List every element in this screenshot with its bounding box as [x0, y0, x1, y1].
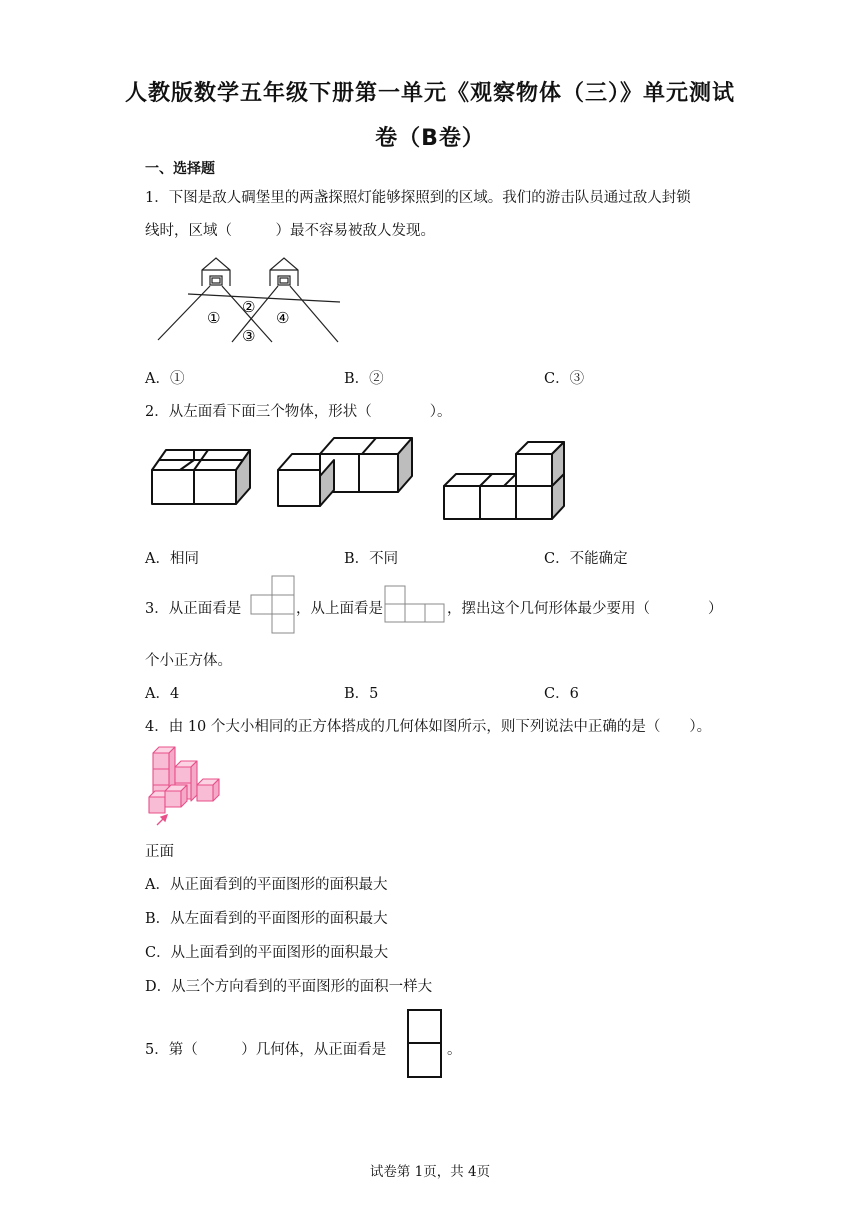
q1-region-3: ③: [242, 327, 256, 345]
q3-text-line2: 个小正方体。: [145, 653, 232, 669]
q3-option-b[interactable]: B．5: [344, 686, 379, 702]
q1-region-4: ④: [276, 309, 290, 327]
q1-option-c[interactable]: C．③: [544, 371, 585, 387]
q2-option-a[interactable]: A．相同: [145, 551, 199, 567]
q2-text: 2．从左面看下面三个物体，形状（ ）。: [145, 404, 452, 420]
q4-text: 4．由 10 个大小相同的正方体搭成的几何体如图所示，则下列说法中正确的是（ ）。: [145, 719, 712, 735]
section-heading: 一、选择题: [145, 161, 215, 177]
page-footer: 试卷第 1页，共 4页: [369, 1164, 491, 1180]
q1-option-b[interactable]: B．②: [344, 371, 384, 387]
q1-option-a[interactable]: A．①: [145, 371, 185, 387]
q1-region-2: ②: [242, 298, 256, 316]
q4-pink-cube-figure: [145, 745, 225, 829]
q3-text-part2: ，从上面看是: [296, 601, 383, 617]
exam-title-line2: 卷（B卷）: [375, 126, 485, 151]
q3-front-view-figure: [250, 575, 296, 635]
q3-text-part3: ，摆出这个几何形体最少要用（ ）: [447, 601, 723, 617]
q3-option-a[interactable]: A．4: [145, 686, 180, 702]
exam-title-line1: 人教版数学五年级下册第一单元《观察物体（三）》单元测试: [124, 81, 735, 106]
q2-cube-figures: [148, 438, 578, 526]
q3-option-c[interactable]: C．6: [544, 686, 579, 702]
q4-option-b[interactable]: B．从左面看到的平面图形的面积最大: [145, 911, 388, 927]
q2-option-b[interactable]: B．不同: [344, 551, 399, 567]
q3-top-view-figure: [384, 585, 446, 625]
q2-option-c[interactable]: C．不能确定: [544, 551, 628, 567]
q1-text-line2: 线时，区域（ ）最不容易被敌人发现。: [145, 223, 435, 239]
q1-region-1: ①: [207, 309, 221, 327]
q1-text-line1: 1．下图是敌人碉堡里的两盏探照灯能够探照到的区域。我们的游击队员通过敌人封锁: [145, 190, 691, 206]
q3-text-part1: 3．从正面看是: [145, 601, 242, 617]
q4-option-a[interactable]: A．从正面看到的平面图形的面积最大: [145, 877, 388, 893]
q4-front-label: 正面: [145, 844, 174, 860]
q1-searchlight-figure: [150, 250, 350, 350]
q5-text-part2: 。: [447, 1042, 462, 1058]
q5-text-part1: 5．第（ ）几何体，从正面看是: [145, 1042, 387, 1058]
q4-option-c[interactable]: C．从上面看到的平面图形的面积最大: [145, 945, 389, 961]
q4-option-d[interactable]: D．从三个方向看到的平面图形的面积一样大: [145, 979, 433, 995]
q5-front-view-figure: [406, 1008, 444, 1080]
